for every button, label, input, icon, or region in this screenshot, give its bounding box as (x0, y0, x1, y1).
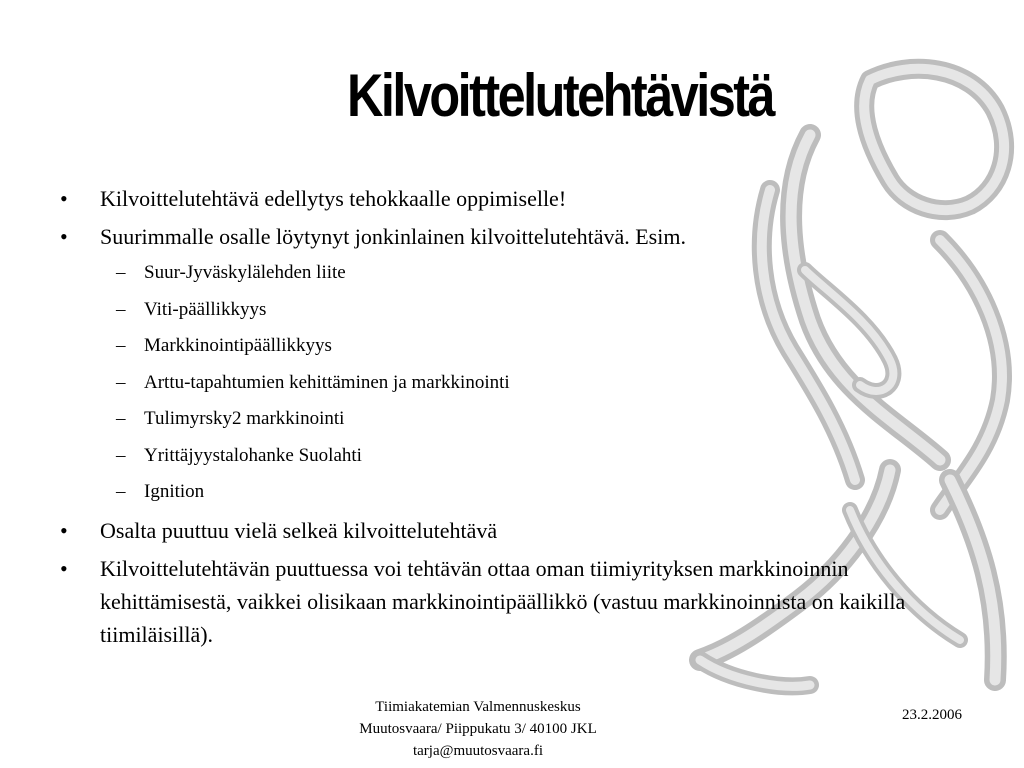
sub-bullet-text: Tulimyrsky2 markkinointi (144, 408, 345, 429)
dash-icon: – (116, 444, 126, 466)
bullet-text: Suurimmalle osalle löytynyt jonkinlainen kilvoittelutehtävä. Esim. (100, 224, 686, 249)
bullet-text: Kilvoittelutehtävän puuttuessa voi tehtävän ottaa oman tiimiyrityksen markkinoinnin kehittämisestä, vaikkei olisikaan markkinointipäällikkö (vastuu markkinoinnista on kaikilla tiimiläisillä). (100, 555, 906, 647)
sub-bullet-item (58, 477, 978, 506)
sub-bullet-item (58, 258, 978, 287)
footer-email: tarja@muutosvaara.fi (412, 743, 543, 759)
dash-icon: – (116, 262, 126, 283)
sub-bullet-text: Viti-päällikkyys (144, 298, 267, 320)
sub-bullet-item (58, 295, 978, 324)
sub-bullet-text: Markkinointipäällikkyys (144, 335, 332, 356)
sub-bullet-text: Arttu-tapahtumien kehittäminen ja markkinointi (144, 371, 510, 393)
slide-title: Kilvoittelutehtävistä (347, 62, 773, 129)
bullet-icon: • (60, 517, 68, 543)
footer-address: Muutosvaara/ Piippukatu 3/ 40100 JKL (359, 721, 597, 737)
sub-bullet-text: Suur-Jyväskylälehden liite (144, 262, 346, 283)
dash-icon: – (116, 335, 126, 356)
sub-bullet-item (58, 368, 978, 397)
bullet-icon: • (60, 186, 68, 211)
bullet-list (58, 514, 978, 651)
sub-bullet-item (58, 331, 978, 360)
bullet-icon: • (60, 224, 68, 249)
footer-contact (300, 696, 656, 762)
bullet-text: Osalta puuttuu vielä selkeä kilvoittelutehtävä (100, 517, 498, 543)
bullet-item (58, 514, 978, 547)
footer-date: 23.2.2006 (902, 707, 962, 723)
sub-bullet-item (58, 404, 978, 433)
sub-bullet-text: Ignition (144, 481, 205, 502)
sub-bullet-text: Yrittäjyystalohanke Suolahti (144, 444, 362, 466)
bullet-icon: • (60, 555, 68, 581)
sub-bullet-list (58, 258, 978, 506)
dash-icon: – (116, 371, 126, 393)
bullet-item (58, 220, 978, 253)
bullet-text: Kilvoittelutehtävä edellytys tehokkaalle oppimiselle! (100, 186, 567, 211)
slide-content (58, 182, 978, 656)
bullet-item (58, 552, 978, 651)
bullet-list (58, 182, 978, 253)
dash-icon: – (116, 408, 126, 429)
dash-icon: – (116, 481, 126, 502)
sub-bullet-item (58, 441, 978, 470)
footer-organization: Tiimiakatemian Valmennuskeskus (375, 699, 581, 715)
bullet-item (58, 182, 978, 215)
dash-icon: – (116, 298, 126, 320)
